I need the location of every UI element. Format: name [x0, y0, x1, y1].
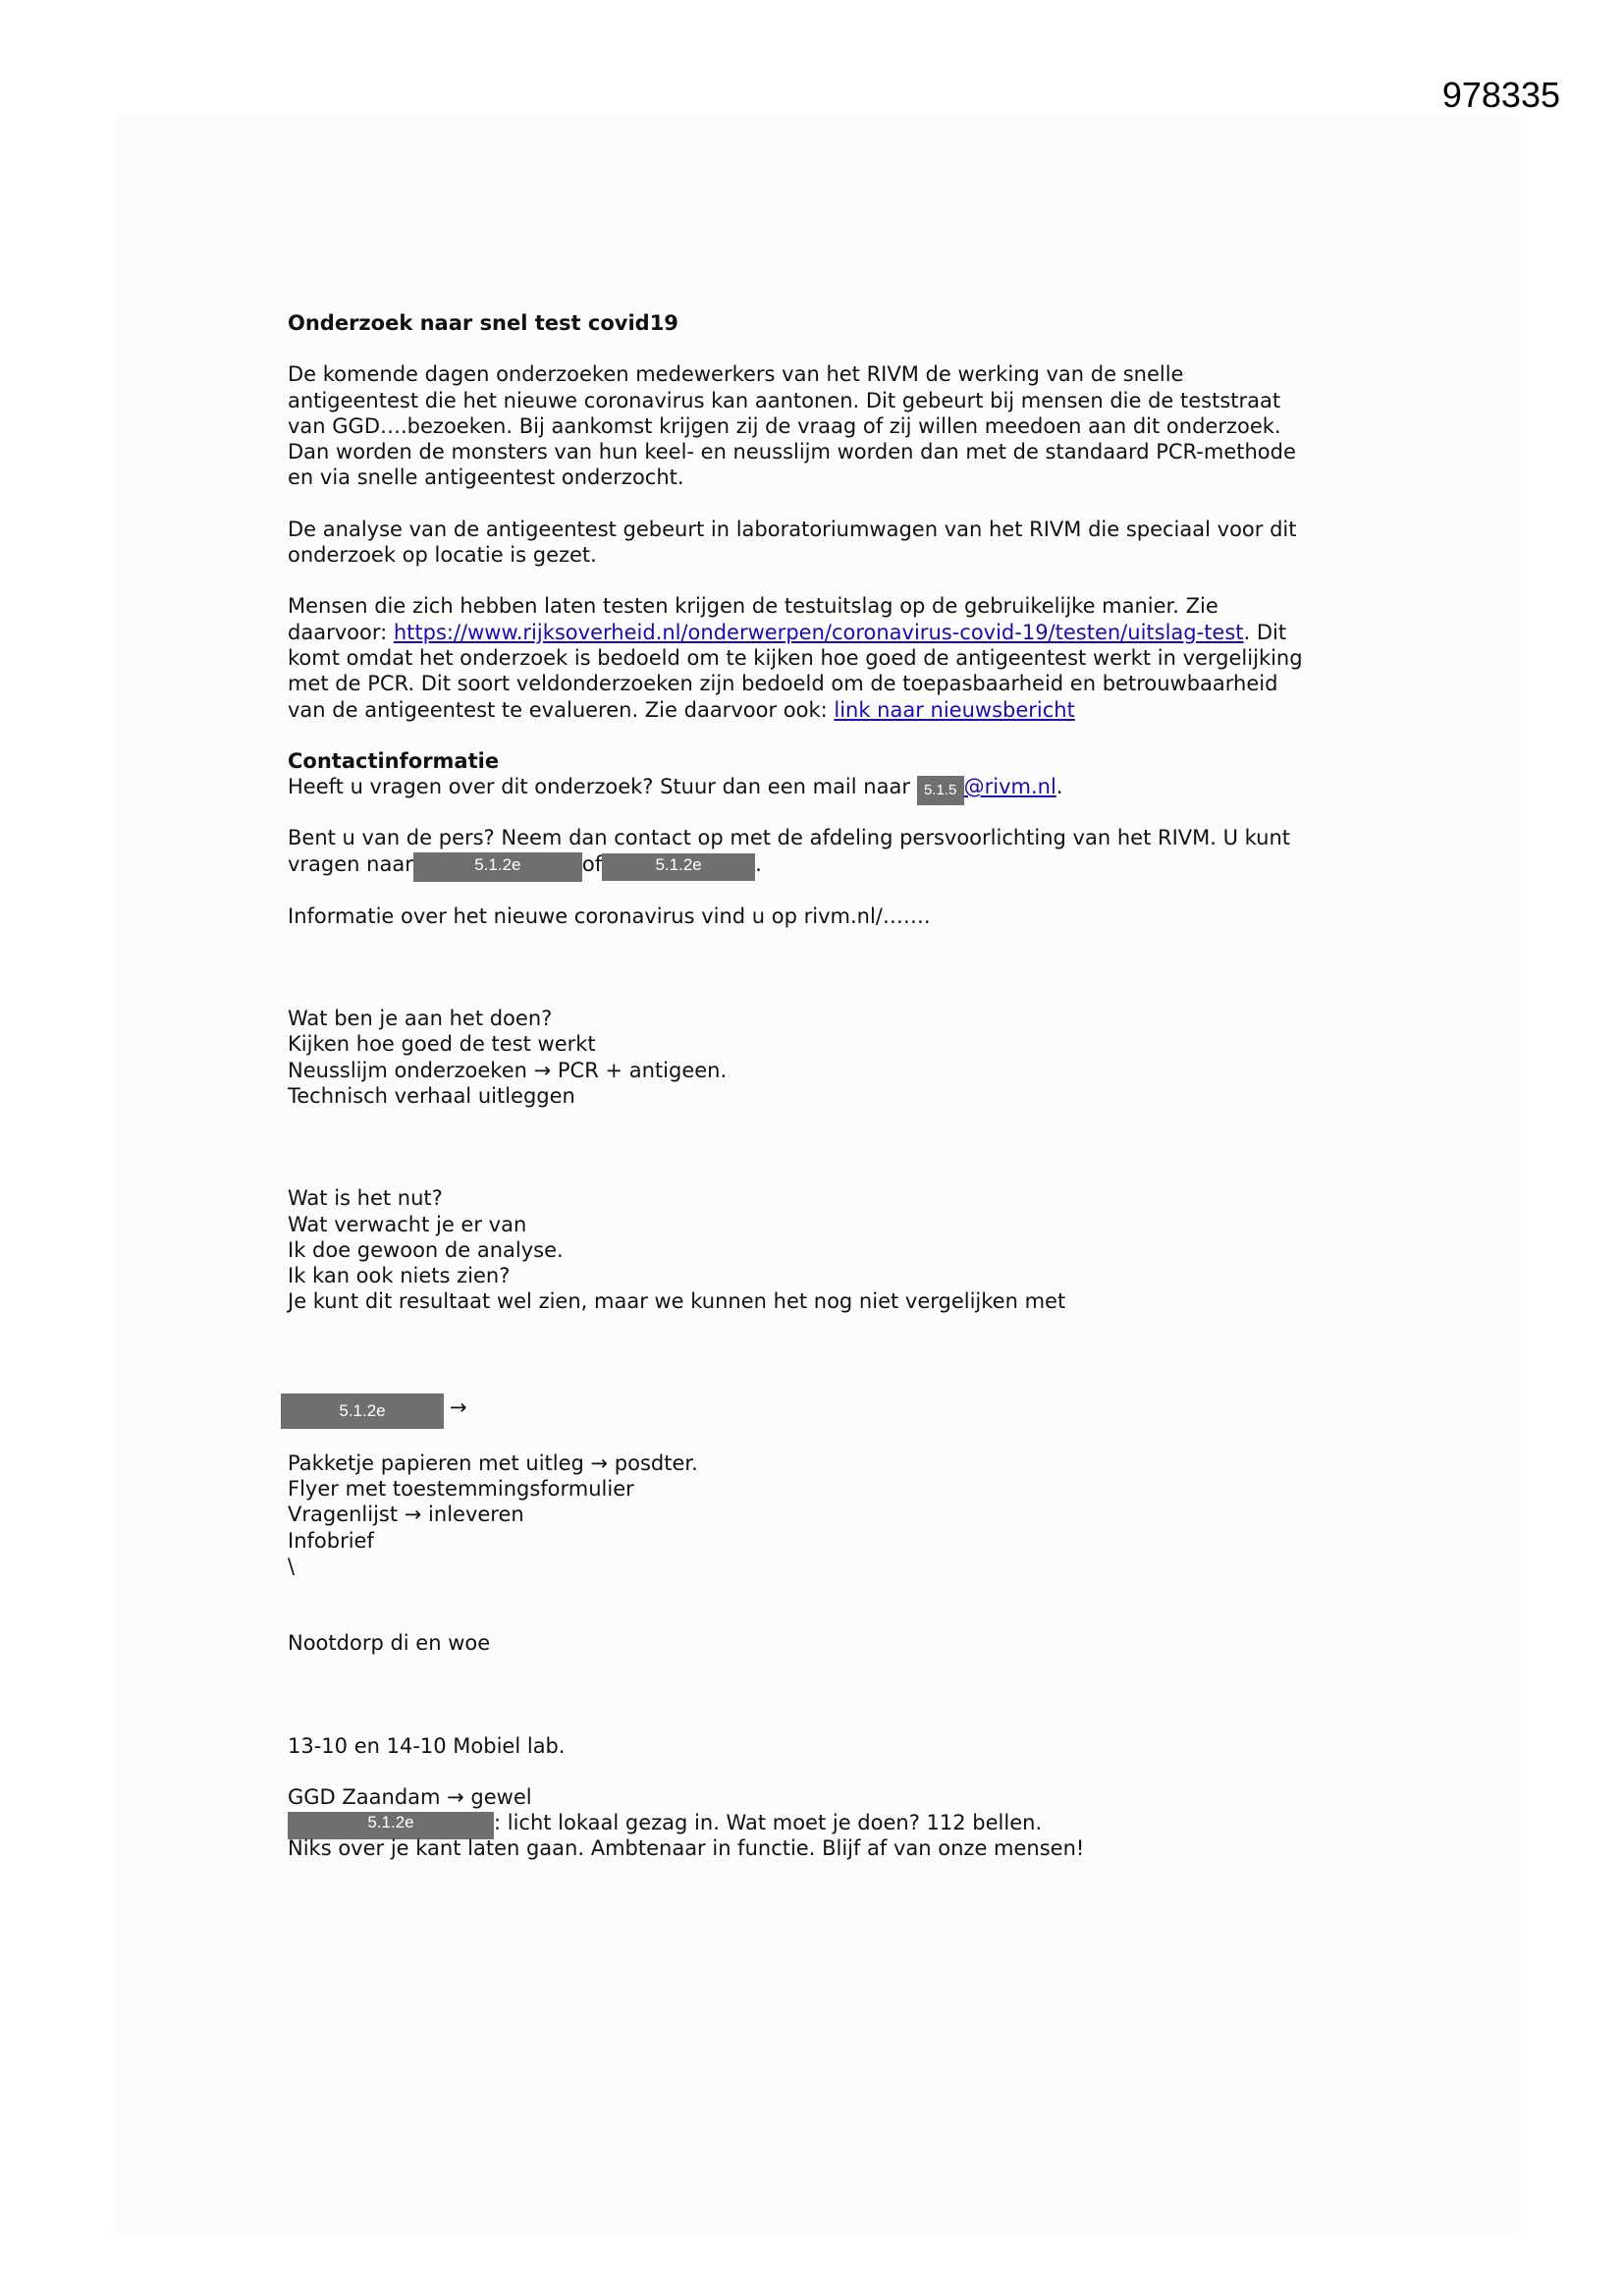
results-text: van de antigeentest te evalueren. Zie daarvoor ook:	[288, 697, 835, 722]
results-line	[288, 620, 1368, 645]
arrow-icon: →	[450, 1394, 467, 1419]
note-line: Wat is het nut?	[288, 1186, 443, 1211]
analysis-line: onderzoek op locatie is gezet.	[288, 543, 597, 568]
press-text: of	[581, 851, 603, 876]
punctuation: .	[755, 851, 762, 876]
intro-line: en via snelle antigeentest onderzocht.	[288, 465, 684, 490]
info-line: Informatie over het nieuwe coronavirus vind u op rivm.nl/…….	[288, 903, 931, 928]
press-text: vragen naar	[288, 851, 413, 876]
analysis-line: De analyse van de antigeentest gebeurt in laboratoriumwagen van het RIVM die speciaal voor dit	[288, 517, 1297, 541]
analysis-paragraph	[288, 517, 1368, 569]
intro-line: De komende dagen onderzoeken medewerkers van het RIVM de werking van de snelle	[288, 362, 1184, 387]
contact-mail-line	[288, 774, 1368, 799]
note-line: Kijken hoe goed de test werkt	[288, 1032, 596, 1057]
intro-paragraph	[288, 361, 1368, 490]
note-line: Wat ben je aan het doen?	[288, 1007, 553, 1031]
notes-use	[288, 1185, 1368, 1314]
results-text: . Dit	[1243, 620, 1287, 644]
contact-heading: Contactinformatie	[288, 748, 500, 773]
document-body	[288, 310, 1368, 1862]
punctuation: .	[1056, 775, 1063, 799]
redaction-box: 5.1.2e	[281, 1394, 444, 1429]
email-link[interactable]: @rivm.nl	[963, 775, 1056, 799]
document-id: 978335	[1441, 75, 1560, 115]
notes-doing	[288, 1006, 1368, 1109]
results-paragraph	[288, 593, 1368, 722]
note-line: Infobrief	[288, 1528, 374, 1553]
results-text: daarvoor:	[288, 620, 394, 644]
note-line: Je kunt dit resultaat wel zien, maar we kunnen het nog niet vergelijken met	[288, 1289, 1066, 1314]
results-line: komt omdat het onderzoek is bedoeld om te kijken hoe goed de antigeentest werkt in vergelijking	[288, 645, 1303, 670]
redaction-box: 5.1.2e	[288, 1812, 494, 1839]
note-line: Ik doe gewoon de analyse.	[288, 1237, 564, 1262]
note-line: Ik kan ook niets zien?	[288, 1264, 511, 1288]
news-link[interactable]: link naar nieuwsbericht	[834, 697, 1075, 722]
document-title: Onderzoek naar snel test covid19	[288, 311, 678, 335]
note-line: Technisch verhaal uitleggen	[288, 1083, 575, 1108]
redaction-box: 5.1.2e	[602, 853, 755, 881]
note-line: GGD Zaandam → gewel	[288, 1784, 532, 1809]
intro-line: Dan worden de monsters van hun keel- en neusslijm worden dan met de standaard PCR-methode	[288, 440, 1296, 465]
note-text: : licht lokaal gezag in. Wat moet je doen? 112 bellen.	[494, 1811, 1043, 1835]
press-line: Bent u van de pers? Neem dan contact op met de afdeling persvoorlichting van het RIVM. U kunt	[288, 826, 1291, 850]
results-url-link[interactable]: https://www.rijksoverheid.nl/onderwerpen/coronavirus-covid-19/testen/uitslag-test	[393, 620, 1244, 644]
press-line	[288, 851, 1368, 878]
redaction-box: 5.1.2e	[413, 852, 582, 882]
note-line: Neusslijm onderzoeken → PCR + antigeen.	[288, 1058, 728, 1082]
note-line: Flyer met toestemmingsformulier	[288, 1477, 634, 1502]
dates-line: 13-10 en 14-10 Mobiel lab.	[288, 1733, 566, 1758]
contact-mail-text: Heeft u vragen over dit onderzoek? Stuur dan een mail naar	[288, 775, 917, 799]
note-line: Niks over je kant laten gaan. Ambtenaar in functie. Blijf af van onze mensen!	[288, 1836, 1085, 1861]
note-line: \	[288, 1554, 296, 1578]
intro-line: antigeentest die het nieuwe coronavirus kan aantonen. Dit gebeurt bij mensen die de teststraat	[288, 388, 1281, 412]
location-line: Nootdorp di en woe	[288, 1631, 491, 1656]
note-line: Wat verwacht je er van	[288, 1212, 527, 1236]
package-notes	[288, 1450, 1368, 1579]
ggd-notes	[288, 1784, 1368, 1862]
intro-line: van GGD….bezoeken. Bij aankomst krijgen zij de vraag of zij willen meedoen aan dit onderzoek.	[288, 413, 1281, 438]
results-line	[288, 697, 1368, 723]
redaction-arrow-line	[288, 1394, 1368, 1423]
contact-section	[288, 748, 1368, 929]
results-line: Mensen die zich hebben laten testen krijgen de testuitslag op de gebruikelijke manier. Zie	[288, 594, 1218, 619]
results-line: met de PCR. Dit soort veldonderzoeken zijn bedoeld om de toepasbaarheid en betrouwbaarheid	[288, 672, 1278, 696]
redaction-box: 5.1.5	[917, 776, 964, 805]
note-line	[288, 1810, 1368, 1835]
note-line: Pakketje papieren met uitleg → posdter.	[288, 1450, 698, 1475]
note-line: Vragenlijst → inleveren	[288, 1503, 524, 1527]
